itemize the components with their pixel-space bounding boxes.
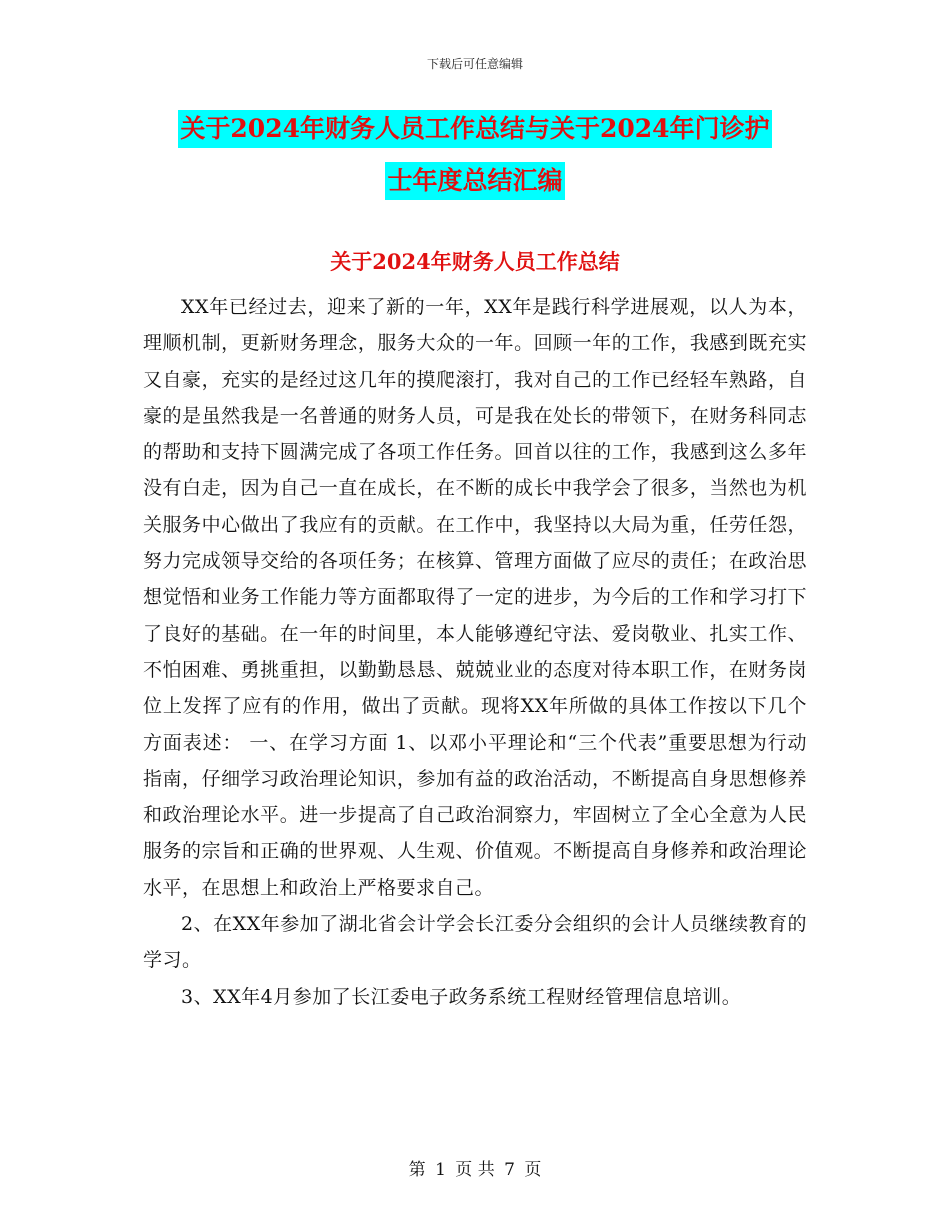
header-note: 下载后可任意编辑 — [426, 57, 523, 71]
section-title: 关于2024年财务人员工作总结 — [330, 249, 620, 274]
document-title-line-1: 关于2024年财务人员工作总结与关于2024年门诊护 — [178, 110, 771, 148]
body-paragraph: 3、XX年4月参加了长江委电子政务系统工程财经管理信息培训。 — [181, 985, 742, 1008]
footer-suffix: 页 — [524, 1160, 542, 1180]
footer-total-pages: 7 — [504, 1160, 515, 1180]
footer-prefix: 第 — [408, 1160, 426, 1180]
document-title-line-2: 士年度总结汇编 — [385, 162, 564, 200]
footer-page-number: 1 — [435, 1160, 446, 1180]
footer-middle: 页 共 — [455, 1160, 495, 1180]
body-paragraph: 2、在XX年参加了湖北省会计学会长江委分会组织的会计人员继续教育的学习。 — [143, 913, 807, 972]
page-footer — [0, 1155, 950, 1180]
document-body — [143, 289, 807, 1015]
document-title — [0, 110, 950, 214]
body-paragraph: XX年已经过去，迎来了新的一年，XX年是践行科学进展观，以人为本，理顺机制，更新财务理念，服务大众的一年。回顾一年的工作，我感到既充实又自豪，充实的是经过这几年的摸爬滚打，我对自己的工作已经轻车熟路，自豪的是虽然我是一名普通的财务人员，可是我在处长的带领下，在财务科同志的帮助和支持下圆满完成了各项工作任务。回首以往的工作，我感到这么多年没有白走，因为自己一直在成长，在不断的成长中我学会了很多，当然也为机关服务中心做出了我应有的贡献。在工作中，我坚持以大局为重，任劳任怨，努力完成领导交给的各项任务；在核算、管理方面做了应尽的责任；在政治思想觉悟和业务工作能力等方面都取得了一定的进步，为今后的工作和学习打下了良好的基础。在一年的时间里，本人能够遵纪守法、爱岗敬业、扎实工作、不怕困难、勇挑重担，以勤勤恳恳、兢兢业业的态度对待本职工作，在财务岗位上发挥了应有的作用，做出了贡献。现将XX年所做的具体工作按以下几个方面表述： 一、在学习方面 1、以邓小平理论和“三个代表”重要思想为行动指南，仔细学习政治理论知识，参加有益的政治活动，不断提高自身思想修养和政治理论水平。进一步提高了自己政治洞察力，牢固树立了全心全意为人民服务的宗旨和正确的世界观、人生观、价值观。不断提高自身修养和政治理论水平，在思想上和政治上严格要求自己。 — [143, 296, 807, 899]
